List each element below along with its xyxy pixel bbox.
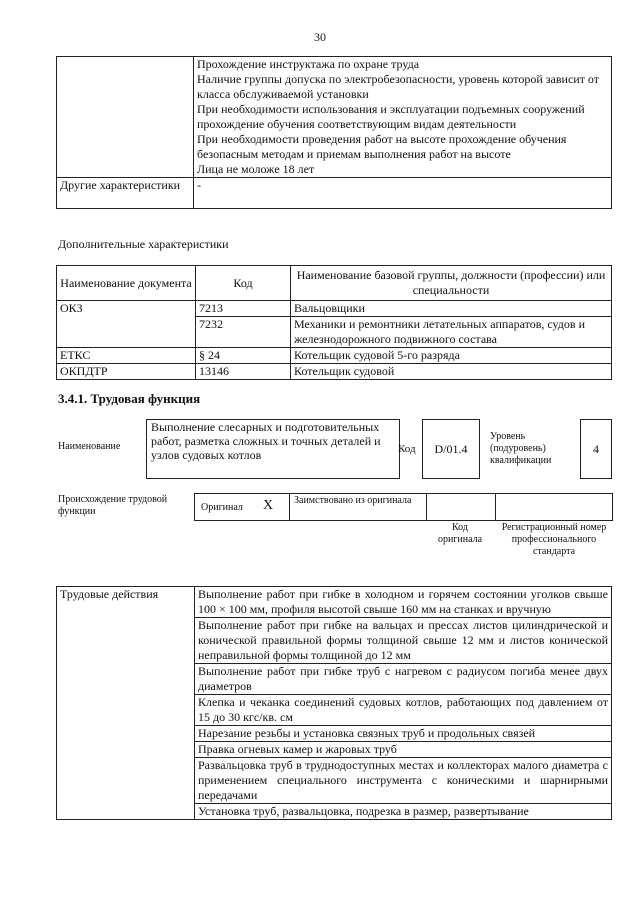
cell: ОКЗ [57, 301, 196, 348]
table-row [57, 587, 612, 618]
requirement-line: Лица не моложе 18 лет [197, 162, 315, 176]
row-content [194, 57, 612, 178]
original-label: Оригинал [201, 502, 243, 513]
actions-label: Трудовые действия [57, 587, 195, 820]
row-content: - [194, 178, 612, 209]
borrowed-label: Заимствовано из оригинала [294, 495, 412, 506]
header-cell: Код [196, 266, 291, 301]
additional-table [56, 265, 612, 380]
cell: Вальцовщики [291, 301, 612, 317]
cell: Котельщик судовой 5-го разряда [291, 348, 612, 364]
table-row [57, 57, 612, 178]
action-item: Развальцовка труб в труднодоступных местах и коллекторах малого диаметра с применением специального инструмента с коническими и шарнирными передачами [195, 758, 612, 804]
cell: Котельщик судовой [291, 364, 612, 380]
requirements-table [56, 56, 612, 209]
requirement-line: При необходимости проведения работ на высоте прохождение обучения безопасным методам и приемам выполнения работ на высоте [197, 132, 567, 161]
header-cell: Наименование базовой группы, должности (профессии) или специальности [291, 266, 612, 301]
function-code: D/01.4 [422, 419, 480, 479]
function-name: Выполнение слесарных и подготовительных работ, разметка сложных и точных деталей и узлов судовых котлов [146, 419, 400, 479]
reg-number-box [495, 493, 613, 521]
table-row [57, 364, 612, 380]
qualification-level: 4 [580, 419, 612, 479]
cell: ОКПДТР [57, 364, 196, 380]
action-item: Установка труб, развальцовка, подрезка в размер, развертывание [195, 804, 612, 820]
borrowed-box [289, 493, 427, 521]
action-item: Правка огневых камер и жаровых труб [195, 742, 612, 758]
requirement-line: Прохождение инструктажа по охране труда [197, 57, 420, 71]
cell: 7232 [196, 317, 291, 348]
reg-number-caption: Регистрационный номер профессионального стандарта [501, 522, 607, 557]
requirement-line: При необходимости использования и эксплуатации подъемных сооружений прохождение обучения соответствующим видам деятельности [197, 102, 585, 131]
cell: § 24 [196, 348, 291, 364]
additional-title: Дополнительные характеристики [58, 237, 229, 251]
action-item: Выполнение работ при гибке на вальцах и прессах листов цилиндрической и конической правильной формы толщиной свыше 12 мм и листов конической неправильной формы толщиной до 12 мм [195, 618, 612, 664]
code-label: Код [398, 443, 416, 455]
cell: Механики и ремонтники летательных аппаратов, судов и железнодорожного подвижного состава [291, 317, 612, 348]
cell: ЕТКС [57, 348, 196, 364]
table-row [57, 301, 612, 317]
section-title: 3.4.1. Трудовая функция [58, 391, 201, 406]
labor-actions-table [56, 586, 612, 820]
action-item: Выполнение работ при гибке труб с нагревом с радиусом погиба менее двух диаметров [195, 664, 612, 695]
name-label: Наименование [58, 441, 121, 452]
action-item: Клепка и чеканка соединений судовых котлов, работающих под давлением от 15 до 30 кгс/кв. см [195, 695, 612, 726]
level-label: Уровень (подуровень) квалификации [490, 431, 552, 466]
page-number: 30 [314, 30, 326, 44]
original-code-box [426, 493, 496, 521]
cell: 13146 [196, 364, 291, 380]
requirement-line: Наличие группы допуска по электробезопасности, уровень которой зависит от класса обслуживаемой установки [197, 72, 600, 101]
header-row [57, 266, 612, 301]
code-original-caption: Код оригинала [437, 522, 483, 545]
header-cell: Наименование документа [57, 266, 196, 301]
original-box [194, 493, 290, 521]
action-item: Выполнение работ при гибке в холодном и горячем состоянии уголков свыше 100 × 100 мм, профиля высотой свыше 160 мм на станках и вручную [195, 587, 612, 618]
action-item: Нарезание резьбы и установка связных труб и продольных связей [195, 726, 612, 742]
row-label: Другие характеристики [57, 178, 194, 209]
table-row [57, 348, 612, 364]
original-mark: X [263, 498, 274, 513]
table-row [57, 178, 612, 209]
origin-label: Происхождение трудовой функции [58, 494, 168, 517]
cell: 7213 [196, 301, 291, 317]
row-label [57, 57, 194, 178]
